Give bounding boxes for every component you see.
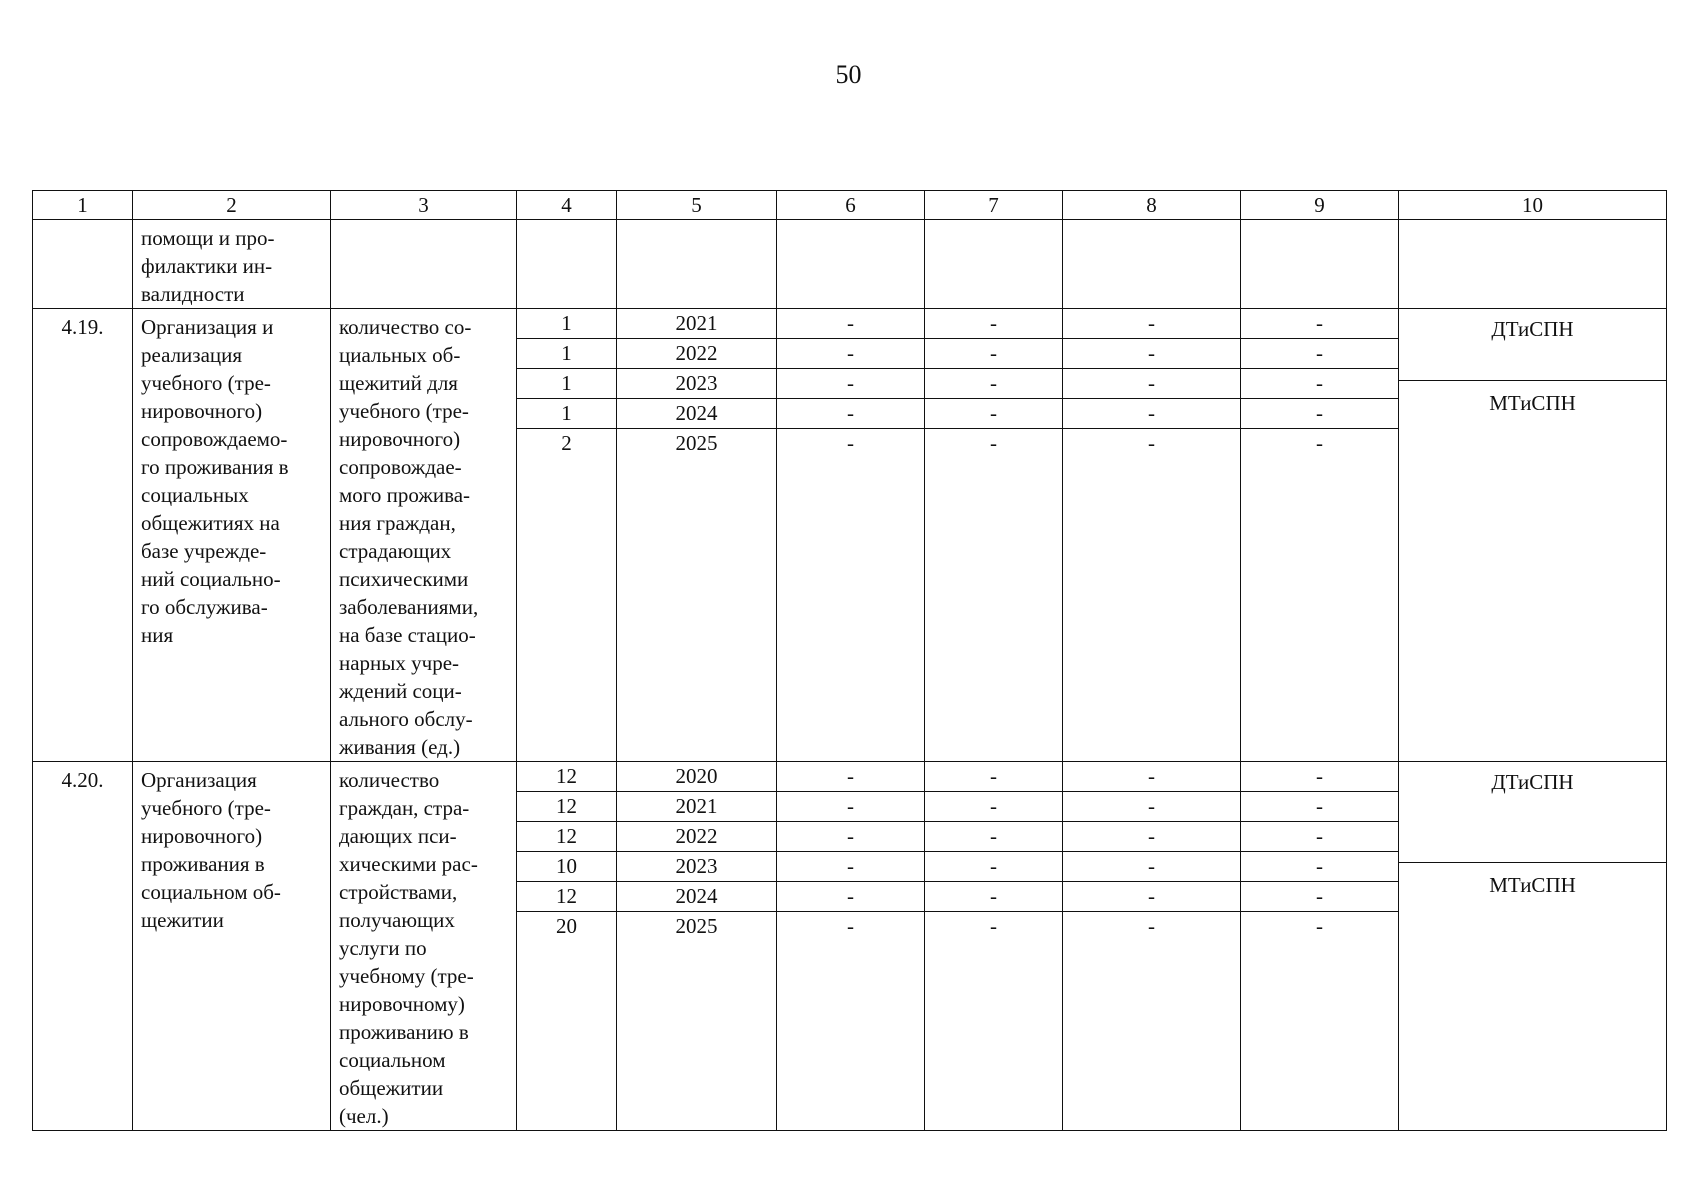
- col9-cell: -: [1241, 822, 1398, 852]
- col9-cell: -: [1241, 369, 1398, 399]
- col7-cell: -: [925, 339, 1062, 369]
- year-cell-stack: [617, 309, 776, 761]
- year-cell: 2024: [617, 399, 776, 429]
- year-cell: 2021: [617, 309, 776, 339]
- executor-secondary: МТиСПН: [1489, 873, 1576, 897]
- column-number: 8: [1063, 191, 1241, 220]
- year-cell: 2022: [617, 339, 776, 369]
- col7-cell: -: [925, 822, 1062, 852]
- year-cell: 2020: [617, 762, 776, 792]
- col6-cell-stack: [777, 309, 924, 761]
- col6-cell: -: [777, 339, 924, 369]
- col9-cell: -: [1241, 792, 1398, 822]
- col9-cell: -: [1316, 431, 1323, 455]
- indicator-value: 1: [517, 369, 616, 399]
- column-number: 5: [617, 191, 777, 220]
- column-number: 1: [33, 191, 133, 220]
- col7-cell: -: [925, 309, 1062, 339]
- column-number: 6: [777, 191, 925, 220]
- col8-cell: -: [1063, 369, 1240, 399]
- col9-cell: -: [1241, 852, 1398, 882]
- col6-cell: -: [777, 852, 924, 882]
- col9-cell: -: [1241, 882, 1398, 912]
- measure-row: [33, 762, 1667, 1131]
- col8-cell: -: [1148, 914, 1155, 938]
- col6-cell: -: [777, 369, 924, 399]
- indicator-value-stack: [517, 309, 616, 761]
- indicator-value: 20: [556, 914, 577, 938]
- measure-number: 4.19.: [33, 309, 133, 762]
- indicator-value-stack: [517, 762, 616, 1130]
- indicator-value: 1: [517, 309, 616, 339]
- col6-cell: -: [777, 792, 924, 822]
- col8-cell: -: [1063, 852, 1240, 882]
- col9-cell: -: [1241, 762, 1398, 792]
- measure-number: 4.20.: [33, 762, 133, 1131]
- indicator-value: 12: [517, 882, 616, 912]
- year-cell: 2021: [617, 792, 776, 822]
- year-cell: 2023: [617, 852, 776, 882]
- col7-cell-stack: [925, 309, 1062, 761]
- col6-cell: -: [777, 762, 924, 792]
- col6-cell: -: [777, 882, 924, 912]
- col8-cell: -: [1063, 822, 1240, 852]
- continuation-row: [33, 220, 1667, 309]
- col8-cell: -: [1063, 882, 1240, 912]
- column-number: 2: [133, 191, 331, 220]
- col7-cell: -: [925, 852, 1062, 882]
- indicator-value: 1: [517, 399, 616, 429]
- indicator-value: 10: [517, 852, 616, 882]
- col7-cell: -: [925, 882, 1062, 912]
- col8-cell: -: [1063, 399, 1240, 429]
- indicator-value: 2: [561, 431, 572, 455]
- column-number: 10: [1399, 191, 1667, 220]
- col9-cell: -: [1241, 339, 1398, 369]
- executor-primary: ДТиСПН: [1399, 309, 1666, 381]
- column-number: 7: [925, 191, 1063, 220]
- col7-cell: -: [990, 914, 997, 938]
- executor-secondary: МТиСПН: [1489, 391, 1576, 415]
- page-number: 50: [835, 60, 862, 89]
- col6-cell: -: [777, 399, 924, 429]
- column-number: 4: [517, 191, 617, 220]
- col6-cell: -: [777, 822, 924, 852]
- col6-cell: -: [847, 914, 854, 938]
- column-number: 9: [1241, 191, 1399, 220]
- col9-cell: -: [1241, 309, 1398, 339]
- indicator-value: 12: [517, 762, 616, 792]
- program-rows: [33, 309, 1667, 1131]
- executor-primary: ДТиСПН: [1399, 762, 1666, 863]
- col8-cell: -: [1063, 762, 1240, 792]
- col8-cell: -: [1063, 309, 1240, 339]
- indicator-value: 12: [517, 792, 616, 822]
- year-cell: 2025: [675, 431, 718, 455]
- col8-cell: -: [1063, 792, 1240, 822]
- measure-row: [33, 309, 1667, 762]
- col9-cell: -: [1241, 399, 1398, 429]
- year-cell: 2022: [617, 822, 776, 852]
- indicator-value: 1: [517, 339, 616, 369]
- year-cell-stack: [617, 762, 776, 1130]
- col9-cell: -: [1316, 914, 1323, 938]
- year-cell: 2023: [617, 369, 776, 399]
- measure-continuation: помощи и про- филактики ин- валидности: [133, 220, 331, 309]
- col7-cell: -: [990, 431, 997, 455]
- program-table: [32, 190, 1667, 1131]
- measure-name: Организация учебного (тре- нировочного) проживания в социальном об- щежитии: [133, 762, 331, 1131]
- col9-cell-stack: [1241, 309, 1398, 761]
- col7-cell: -: [925, 399, 1062, 429]
- col8-cell-stack: [1063, 309, 1240, 761]
- indicator-name: количество граждан, стра- дающих пси- хическими рас- стройствами, получающих услуги по учебному (тре- нировочному) проживанию в социальном общежитии (чел.): [331, 762, 517, 1131]
- col8-cell: -: [1148, 431, 1155, 455]
- col6-cell: -: [847, 431, 854, 455]
- col7-cell-stack: [925, 762, 1062, 1130]
- year-cell: 2025: [675, 914, 718, 938]
- measure-name: Организация и реализация учебного (тре- нировочного) сопровождаемо- го проживания в социальных общежитиях на базе учрежде- ний социально- го обслужива- ния: [133, 309, 331, 762]
- column-number: 3: [331, 191, 517, 220]
- indicator-name: количество со- циальных об- щежитий для учебного (тре- нировочного) сопровождае- мого прожива- ния граждан, страдающих психическими заболеваниями, на базе стацио- нарных учре- ждений соци- ального обслу- живания (ед.): [331, 309, 517, 762]
- column-number-row: [33, 191, 1667, 220]
- col7-cell: -: [925, 792, 1062, 822]
- col7-cell: -: [925, 369, 1062, 399]
- col6-cell: -: [777, 309, 924, 339]
- col9-cell-stack: [1241, 762, 1398, 1130]
- col8-cell: -: [1063, 339, 1240, 369]
- year-cell: 2024: [617, 882, 776, 912]
- indicator-value: 12: [517, 822, 616, 852]
- col6-cell-stack: [777, 762, 924, 1130]
- col8-cell-stack: [1063, 762, 1240, 1130]
- col7-cell: -: [925, 762, 1062, 792]
